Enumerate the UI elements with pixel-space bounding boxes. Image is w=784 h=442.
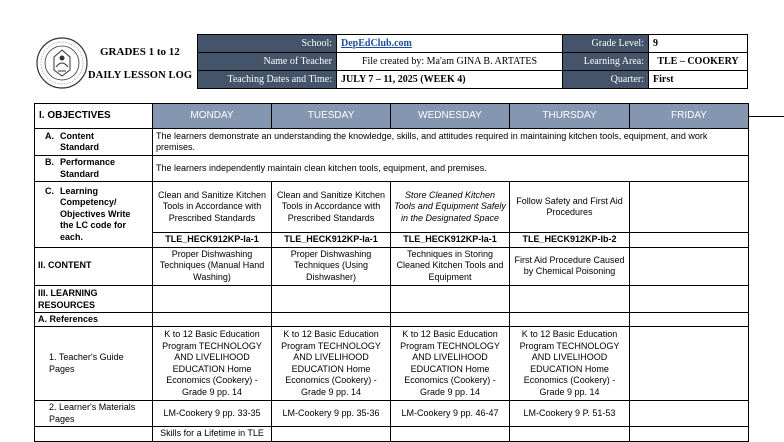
learners-materials-row [35,401,749,427]
content-monday: Proper Dishwashing Techniques (Manual Hand Washing) [153,247,272,285]
tg-tuesday: K to 12 Basic Education Program TECHNOLOGY AND LIVELIHOOD EDUCATION Home Economics (Cookery) - Grade 9 pp. 14 [272,327,391,401]
dates-value: JULY 7 – 11, 2025 (WEEK 4) [337,71,563,89]
dates-label: Teaching Dates and Time: [198,71,337,89]
content-standard-text: The learners demonstrate an understanding the knowledge, skills, and attitudes required in maintaining kitchen tools, equipment, and work premises. [153,129,749,156]
content-tuesday: Proper Dishwashing Techniques (Using Dishwasher) [272,247,391,285]
quarter-value: First [649,71,748,89]
competency-label: C. Learning Competency/ Objectives Write the LC code for each. [35,182,153,248]
header-extension-line [748,116,784,117]
lm-wednesday: LM-Cookery 9 pp. 46-47 [391,401,510,427]
school-label: School: [198,35,337,53]
references-label: A. References [35,312,153,327]
competency-friday [630,182,749,233]
lm-tuesday: LM-Cookery 9 pp. 35-36 [272,401,391,427]
competency-row [35,182,749,233]
lc-code-thursday: TLE_HECK912KP-Ib-2 [510,233,630,248]
day-friday: FRIDAY [630,104,749,129]
grade-level-value: 9 [649,35,748,53]
grades-title: GRADES 1 to 12 [100,46,180,58]
content-thursday: First Aid Procedure Caused by Chemical Poisoning [510,247,630,285]
lc-code-tuesday: TLE_HECK912KP-Ia-1 [272,233,391,248]
content-friday [630,247,749,285]
day-wednesday: WEDNESDAY [391,104,510,129]
objectives-header: I. OBJECTIVES [35,104,153,129]
competency-tuesday: Clean and Sanitize Kitchen Tools in Accordance with Prescribed Standards [272,182,391,233]
textbook-row [35,427,749,442]
teachers-guide-label: 1. Teacher's Guide Pages [35,327,153,401]
textbook-monday-partial: Skills for a Lifetime in TLE [153,427,272,442]
content-standard-label: A. Content Standard [35,129,153,156]
lc-code-monday: TLE_HECK912KP-Ia-1 [153,233,272,248]
teacher-value: File created by: Ma'am GINA B. ARTATES [337,53,563,71]
lc-code-wednesday: TLE_HECK912KP-Ia-1 [391,233,510,248]
dll-title: DAILY LESSON LOG [88,70,193,81]
content-row [35,247,749,285]
learners-materials-label: 2. Learner's Materials Pages [35,401,153,427]
lm-thursday: LM-Cookery 9 P. 51-53 [510,401,630,427]
references-row [35,312,749,327]
content-standard-row [35,129,749,156]
header-info-table [197,34,748,89]
competency-wednesday: Store Cleaned Kitchen Tools and Equipment Safely in the Designated Space [391,182,510,233]
competency-monday: Clean and Sanitize Kitchen Tools in Accordance with Prescribed Standards [153,182,272,233]
day-tuesday: TUESDAY [272,104,391,129]
deped-seal-icon [36,37,88,89]
content-wednesday: Techniques in Storing Cleaned Kitchen Tools and Equipment [391,247,510,285]
performance-standard-row [35,156,749,182]
quarter-label: Quarter: [563,71,649,89]
day-thursday: THURSDAY [510,104,630,129]
learning-resources-label: III. LEARNING RESOURCES [35,285,153,312]
school-link[interactable]: DepEdClub.com [341,38,412,49]
lesson-log-table [34,103,749,442]
tg-monday: K to 12 Basic Education Program TECHNOLOGY AND LIVELIHOOD EDUCATION Home Economics (Cookery) - Grade 9 pp. 14 [153,327,272,401]
lm-monday: LM-Cookery 9 pp. 33-35 [153,401,272,427]
lm-friday [630,401,749,427]
day-monday: MONDAY [153,104,272,129]
teachers-guide-row [35,327,749,401]
learning-area-label: Learning Area: [563,53,649,71]
performance-standard-label: B. Performance Standard [35,156,153,182]
tg-wednesday: K to 12 Basic Education Program TECHNOLOGY AND LIVELIHOOD EDUCATION Home Economics (Cookery) - Grade 9 pp. 14 [391,327,510,401]
tg-thursday: K to 12 Basic Education Program TECHNOLOGY AND LIVELIHOOD EDUCATION Home Economics (Cookery) - Grade 9 pp. 14 [510,327,630,401]
performance-standard-text: The learners independently maintain clean kitchen tools, equipment, and premises. [153,156,749,182]
school-value-cell[interactable] [337,35,563,53]
day-header-row [35,104,749,129]
teacher-label: Name of Teacher [198,53,337,71]
content-label: II. CONTENT [35,247,153,285]
grade-level-label: Grade Level: [563,35,649,53]
learning-area-value: TLE – COOKERY [649,53,748,71]
competency-thursday: Follow Safety and First Aid Procedures [510,182,630,233]
learning-resources-row [35,285,749,312]
tg-friday [630,327,749,401]
lc-code-friday [630,233,749,248]
